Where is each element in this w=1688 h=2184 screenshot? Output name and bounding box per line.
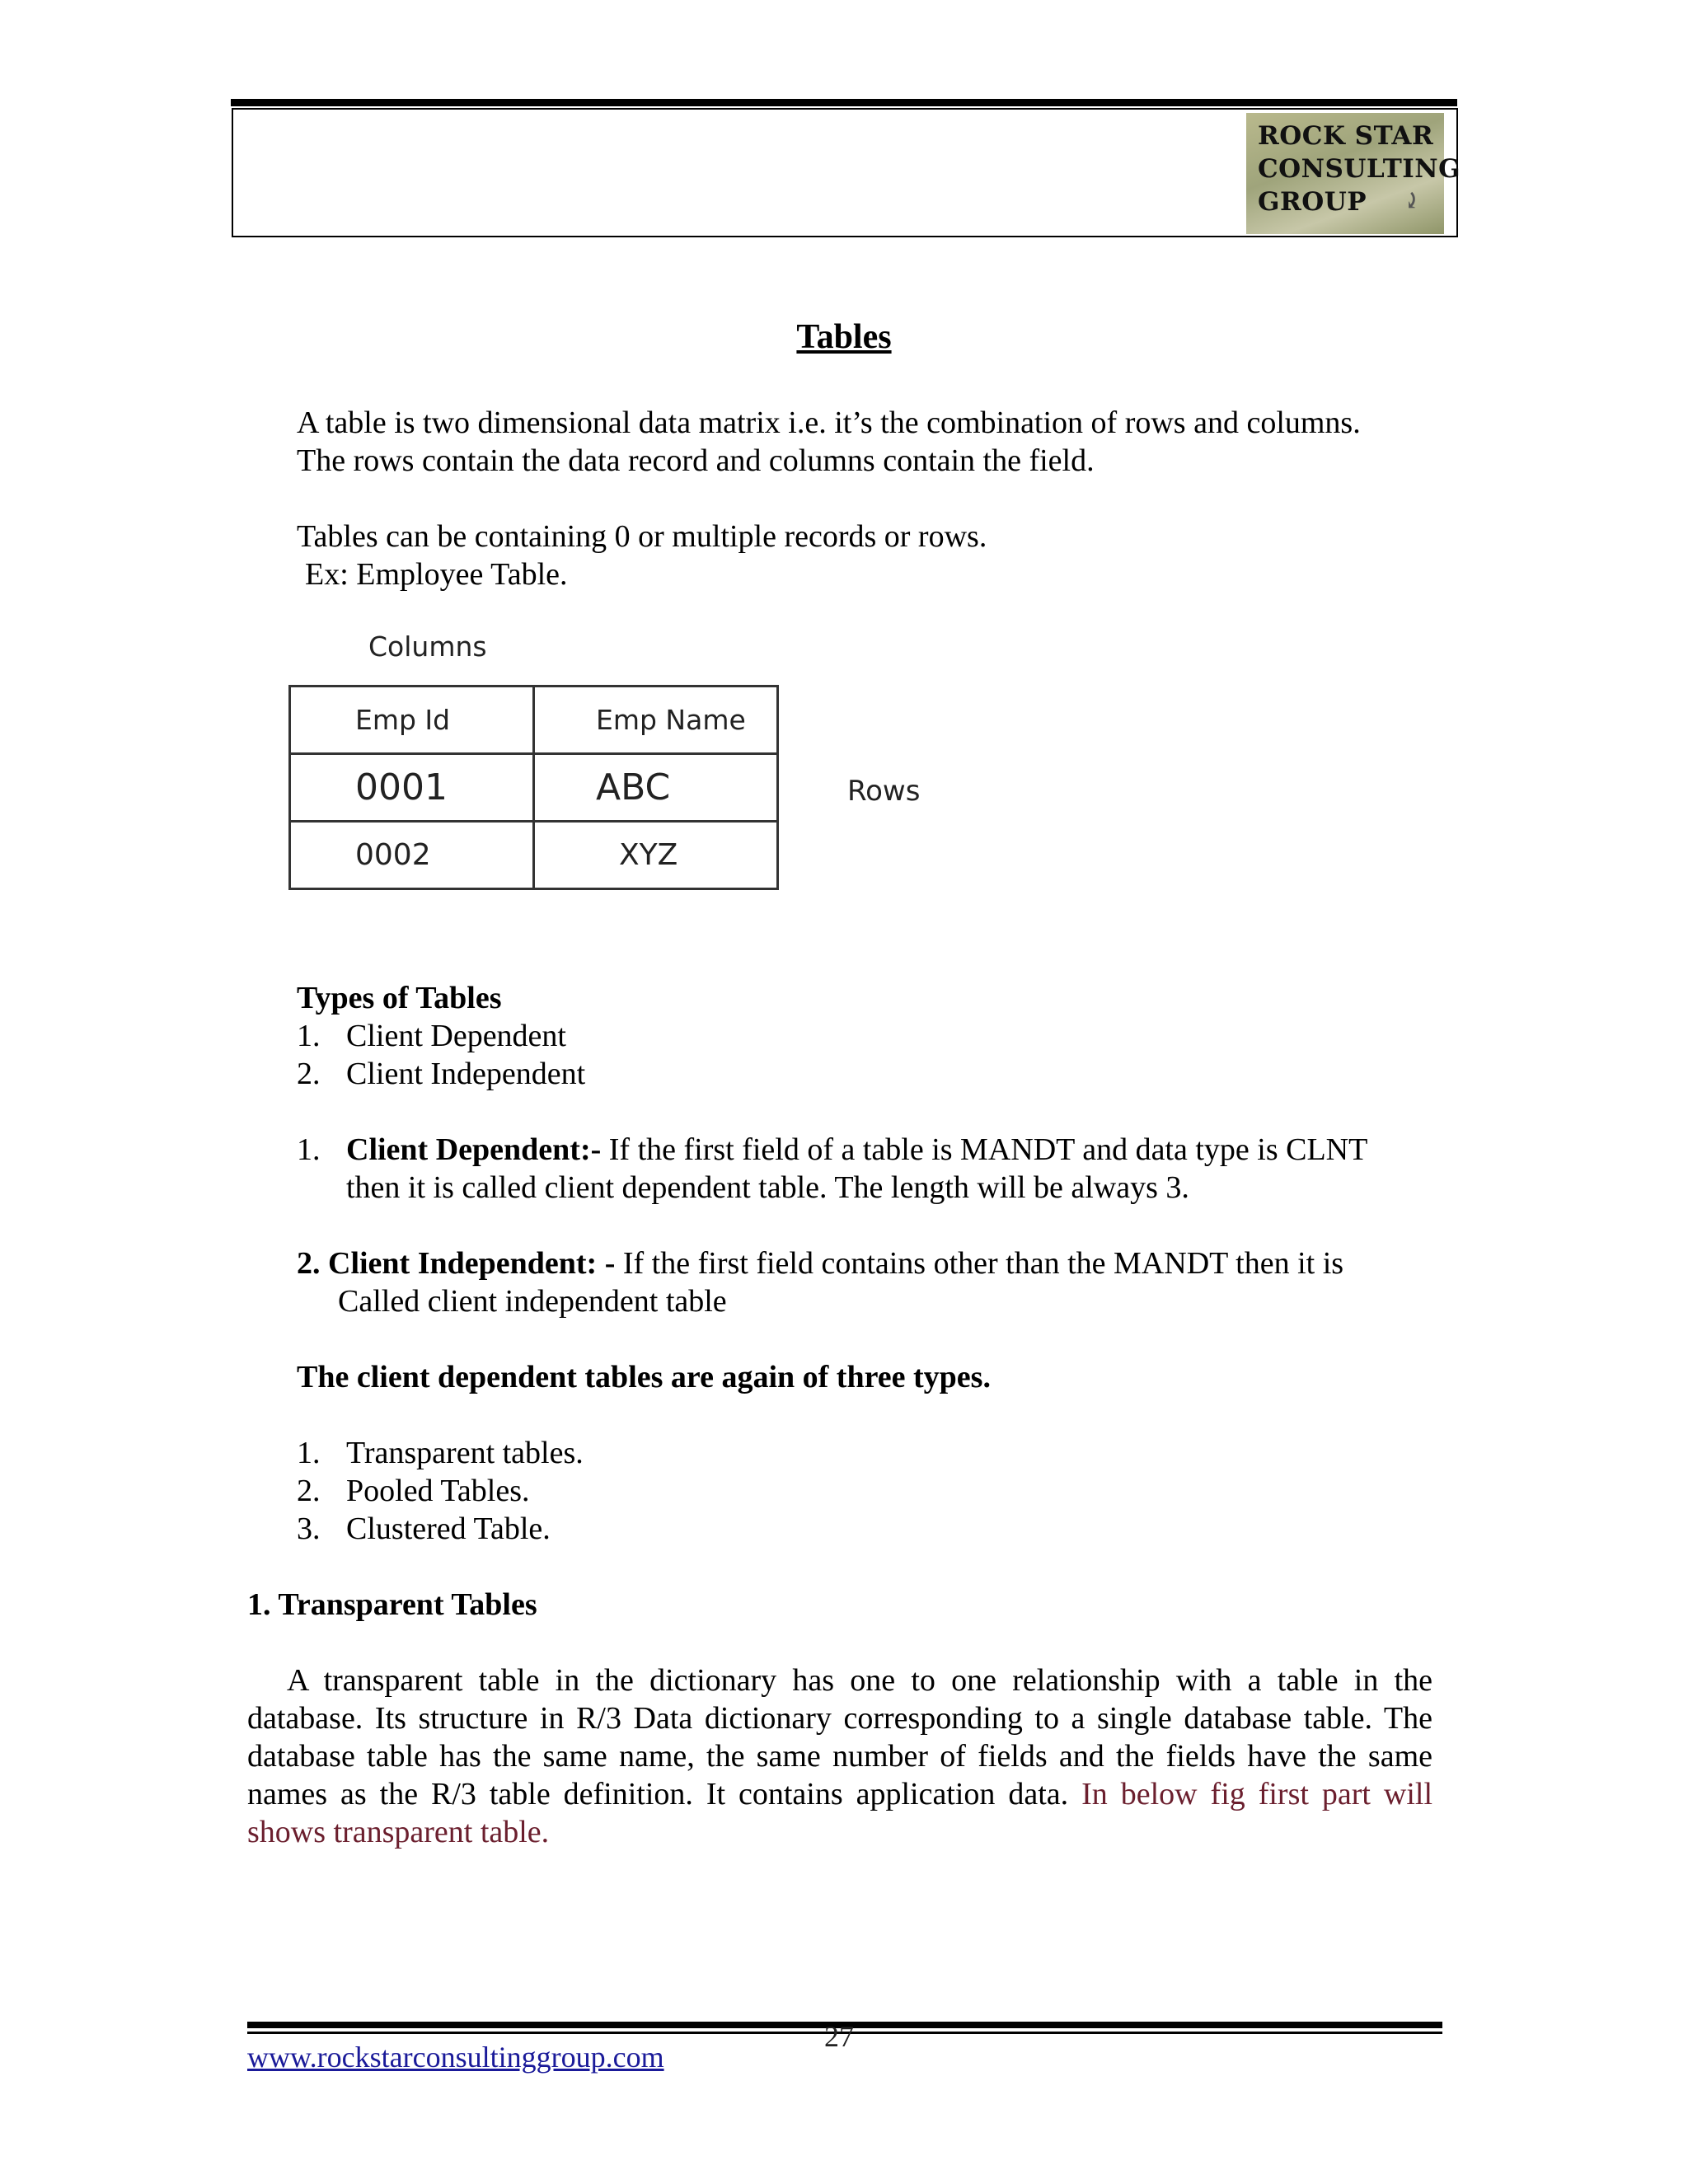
swirl-icon: ⤸ [1402, 189, 1421, 213]
transparent-heading: 1. Transparent Tables [247, 1587, 537, 1622]
client-independent-line-1: 2. Client Independent: - If the first field contains other than the MANDT then it is [297, 1246, 1344, 1281]
intro-line-4: Ex: Employee Table. [305, 557, 568, 592]
three-types-heading: The client dependent tables are again of three types. [297, 1360, 991, 1394]
page-title: Tables [796, 318, 892, 356]
website-link[interactable]: www.rockstarconsultinggroup.com [247, 2041, 664, 2074]
logo-line-1: ROCK STAR [1258, 121, 1434, 151]
list-item: 3. Clustered Table. [297, 1511, 551, 1546]
table-cell: XYZ [534, 822, 778, 889]
table-header-cell: Emp Name [534, 687, 778, 754]
list-item: 1. Client Dependent [297, 1019, 566, 1053]
table-row [290, 754, 778, 822]
client-dependent-line-2: then it is called client dependent table. The length will be always 3. [346, 1170, 1189, 1205]
intro-line-2: The rows contain the data record and columns contain the field. [297, 443, 1095, 478]
list-item: 2. Pooled Tables. [297, 1474, 530, 1508]
types-heading: Types of Tables [297, 981, 502, 1015]
header-rule [231, 99, 1457, 106]
columns-label: Columns [368, 630, 487, 663]
rows-label: Rows [847, 775, 921, 808]
transparent-paragraph: A transparent table in the dictionary has one to one relationship with a table in the database. Its structure in R/3 Data dictionary corresponding to a single database table. The database table has the same name, the same number of fields and the fields have the same names as the R/3 table definition. It contains application data. In below fig first part will shows transparent table. [247, 1663, 1433, 1849]
table-header-cell: Emp Id [290, 687, 534, 754]
intro-line-3: Tables can be containing 0 or multiple records or rows. [297, 519, 987, 554]
intro-line-1: A table is two dimensional data matrix i.e. it’s the combination of rows and columns. [297, 405, 1361, 440]
table-cell: 0002 [290, 822, 534, 889]
logo-line-2: CONSULTING [1258, 154, 1461, 184]
client-independent-line-2: Called client independent table [338, 1284, 727, 1319]
table-cell: ABC [534, 754, 778, 822]
employee-table [288, 685, 779, 890]
table-row [290, 822, 778, 889]
client-dependent-line-1: 1. Client Dependent:- If the first field of a table is MANDT and data type is CLNT [297, 1132, 1368, 1167]
table-header-row [290, 687, 778, 754]
table-cell: 0001 [290, 754, 534, 822]
list-item: 2. Client Independent [297, 1057, 586, 1091]
company-logo [1246, 113, 1461, 234]
logo-line-3: GROUP [1258, 187, 1367, 217]
list-item: 1. Transparent tables. [297, 1436, 584, 1470]
page-number: 27 [824, 2020, 854, 2053]
